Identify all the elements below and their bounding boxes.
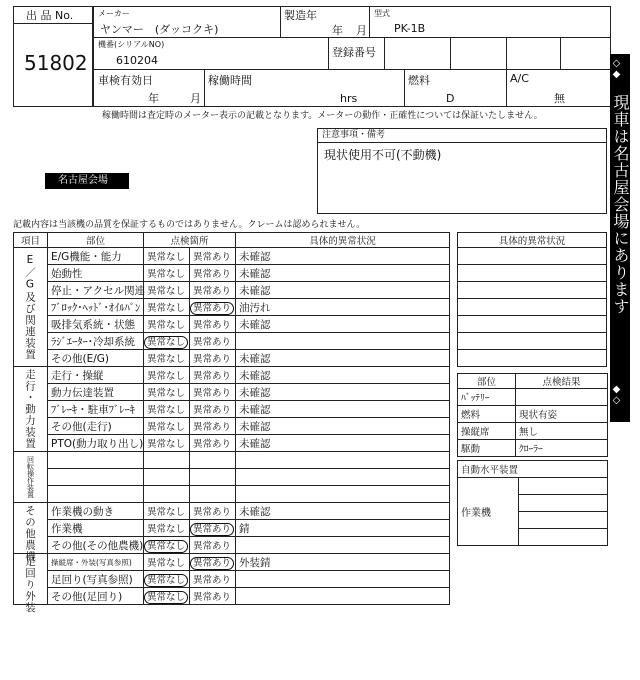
group-label: 回転操作装置 [14, 452, 48, 503]
option-no-abnormal: 異常なし [147, 303, 186, 314]
maker-value: ヤンマー (ダッコクキ) [100, 23, 219, 36]
fuel-value: D [446, 92, 455, 105]
maker-label: メーカー [98, 9, 130, 18]
result-part: 駆動 [458, 440, 516, 457]
option-no-abnormal: 異常なし [147, 388, 186, 399]
location-badge [45, 173, 129, 189]
cell-abnormal [190, 384, 236, 401]
cell-no-abnormal [144, 520, 190, 537]
right-detail-line [458, 316, 607, 333]
row-detail: 錆 [236, 520, 450, 537]
cell-no-abnormal [144, 316, 190, 333]
cell-no-abnormal [144, 401, 190, 418]
cell-no-abnormal [144, 418, 190, 435]
result-value: 現状有姿 [516, 406, 608, 423]
serial-label: 機番(シリアルNO) [98, 40, 165, 49]
lot-box [13, 6, 93, 107]
option-no-abnormal: 異常なし [147, 371, 186, 382]
row-detail [236, 588, 450, 605]
cell-abnormal [190, 452, 236, 469]
option-no-abnormal: 異常なし [144, 574, 188, 587]
table-row [14, 282, 450, 299]
model-label: 型式 [374, 9, 390, 18]
row-detail: 油汚れ [236, 299, 450, 316]
table-row [14, 248, 450, 265]
row-detail: 未確認 [236, 367, 450, 384]
work-label: 作業機 [458, 478, 519, 546]
row-detail [236, 486, 450, 503]
cell-abnormal [190, 537, 236, 554]
inspect-label: 車検有効日 [98, 74, 153, 87]
cell-no-abnormal [144, 435, 190, 452]
row-part: E/G機能・能力 [48, 248, 144, 265]
cell-no-abnormal [144, 588, 190, 605]
option-abnormal: 異常あり [190, 302, 234, 315]
group-label: 走行・動力装置 [14, 367, 48, 452]
option-no-abnormal: 異常なし [147, 405, 186, 416]
cell-no-abnormal [144, 503, 190, 520]
year-unit-m: 月 [356, 24, 367, 37]
option-abnormal: 異常あり [193, 286, 232, 297]
option-abnormal: 異常あり [193, 388, 232, 399]
row-part: 操縦席・外装(写真参照) [48, 554, 144, 571]
cell-no-abnormal [144, 537, 190, 554]
cell-abnormal [190, 435, 236, 452]
result-value: ｸﾛｰﾗｰ [516, 440, 608, 457]
serial-value: 610204 [116, 54, 158, 67]
cell-no-abnormal [144, 282, 190, 299]
cell-abnormal [190, 248, 236, 265]
cell-abnormal [190, 367, 236, 384]
option-abnormal: 異常あり [193, 405, 232, 416]
row-part: 作業機の動き [48, 503, 144, 520]
option-abnormal: 異常あり [190, 523, 234, 536]
cell-abnormal [190, 333, 236, 350]
row-part: その他(足回り) [48, 588, 144, 605]
header-box [93, 6, 611, 107]
row-detail [236, 571, 450, 588]
cell-abnormal [190, 418, 236, 435]
table-row [14, 333, 450, 350]
row-part: PTO(動力取り出し) [48, 435, 144, 452]
lot-number: 51802 [24, 51, 88, 75]
option-no-abnormal: 異常なし [144, 591, 188, 604]
table-row [14, 554, 450, 571]
result-panel [457, 373, 608, 457]
cell-no-abnormal [144, 333, 190, 350]
row-part [48, 452, 144, 469]
notes-value: 現状使用不可(不動機) [324, 148, 442, 162]
right-detail-line [458, 299, 607, 316]
row-part [48, 486, 144, 503]
year-label: 製造年 [284, 9, 317, 22]
cell-no-abnormal [144, 452, 190, 469]
table-row [14, 469, 450, 486]
right-detail-header: 具体的異常状況 [458, 233, 607, 248]
row-part: ﾌﾞﾚｰｷ・駐車ﾌﾞﾚｰｷ [48, 401, 144, 418]
row-part: その他(E/G) [48, 350, 144, 367]
result-header-result: 点検結果 [516, 374, 608, 389]
result-part: 操縦席 [458, 423, 516, 440]
cell-abnormal [190, 401, 236, 418]
table-row [14, 316, 450, 333]
cell-abnormal [190, 265, 236, 282]
result-part: 燃料 [458, 406, 516, 423]
cell-abnormal [190, 316, 236, 333]
option-no-abnormal: 異常なし [147, 354, 186, 365]
option-no-abnormal: 異常なし [147, 269, 186, 280]
cell-abnormal [190, 350, 236, 367]
row-part: 停止・アクセル関連 [48, 282, 144, 299]
table-row [14, 435, 450, 452]
cell-no-abnormal [144, 367, 190, 384]
option-abnormal: 異常あり [193, 320, 232, 331]
cell-abnormal [190, 571, 236, 588]
result-row [458, 423, 608, 440]
option-abnormal: 異常あり [193, 575, 232, 586]
hours-label: 稼働時間 [208, 74, 252, 87]
row-part: 吸排気系統・状態 [48, 316, 144, 333]
work-line [519, 478, 608, 495]
row-part: 走行・操縦 [48, 367, 144, 384]
cell-abnormal [190, 282, 236, 299]
work-line [519, 512, 608, 529]
side-banner-bottom-marks: ◆◇ [611, 384, 622, 406]
row-part [48, 469, 144, 486]
option-no-abnormal: 異常なし [147, 439, 186, 450]
table-row [14, 367, 450, 384]
disclaimer: 記載内容は当該機の品質を保証するものではありません。クレームは認められません。 [13, 220, 366, 230]
row-part: ﾗｼﾞｴｰﾀｰ･冷却系統 [48, 333, 144, 350]
ac-value: 無 [554, 92, 565, 105]
table-row [14, 384, 450, 401]
notes-box [317, 128, 607, 214]
result-value: 無し [516, 423, 608, 440]
table-row [14, 265, 450, 282]
row-part: 動力伝達装置 [48, 384, 144, 401]
cell-no-abnormal [144, 469, 190, 486]
cell-abnormal [190, 588, 236, 605]
header-detail: 具体的異常状況 [236, 233, 450, 248]
option-abnormal: 異常あり [193, 252, 232, 263]
cell-no-abnormal [144, 486, 190, 503]
table-header-row [14, 233, 450, 248]
row-detail: 外装錆 [236, 554, 450, 571]
table-row [14, 588, 450, 605]
cell-abnormal [190, 299, 236, 316]
row-detail: 未確認 [236, 418, 450, 435]
right-detail-line [458, 248, 607, 265]
row-detail [236, 469, 450, 486]
row-detail: 未確認 [236, 503, 450, 520]
row-detail [236, 537, 450, 554]
option-no-abnormal: 異常なし [147, 252, 186, 263]
inspect-year: 年 [148, 92, 159, 105]
group-label: 足回り外装 [14, 554, 48, 605]
attachment-panel [457, 460, 608, 546]
table-row [14, 503, 450, 520]
option-abnormal: 異常あり [193, 592, 232, 603]
cell-no-abnormal [144, 248, 190, 265]
group-label: E／G及び関連装置 [14, 248, 48, 367]
inspection-table [13, 232, 450, 614]
side-banner-text: 現車は名古屋会場にあります [611, 94, 630, 315]
cell-no-abnormal [144, 384, 190, 401]
cell-abnormal [190, 520, 236, 537]
right-detail-panel [457, 232, 607, 367]
header-check: 点検箇所 [144, 233, 236, 248]
cell-no-abnormal [144, 265, 190, 282]
right-detail-line [458, 282, 607, 299]
row-part: ﾌﾞﾛｯｸ･ﾍｯﾄﾞ･ｵｲﾙﾊﾟﾝ [48, 299, 144, 316]
header-part: 部位 [48, 233, 144, 248]
cell-abnormal [190, 469, 236, 486]
table-row [14, 486, 450, 503]
table-row [14, 537, 450, 554]
row-detail: 未確認 [236, 350, 450, 367]
option-no-abnormal: 異常なし [144, 336, 188, 349]
work-line [519, 495, 608, 512]
row-detail [236, 333, 450, 350]
cell-abnormal [190, 486, 236, 503]
cell-no-abnormal [144, 554, 190, 571]
result-header-part: 部位 [458, 374, 516, 389]
table-row [14, 452, 450, 469]
auto-level-label: 自動水平装置 [458, 461, 608, 478]
option-abnormal: 異常あり [193, 507, 232, 518]
cell-no-abnormal [144, 571, 190, 588]
model-value: PK-1B [394, 22, 426, 35]
location-badge-text: 名古屋会場 [58, 175, 108, 186]
year-unit-y: 年 [332, 24, 343, 37]
row-part: 足回り(写真参照) [48, 571, 144, 588]
row-part: 作業機 [48, 520, 144, 537]
row-detail: 未確認 [236, 248, 450, 265]
result-row [458, 440, 608, 457]
right-detail-line [458, 265, 607, 282]
option-abnormal: 異常あり [193, 269, 232, 280]
table-row [14, 571, 450, 588]
option-no-abnormal: 異常なし [147, 558, 186, 569]
cell-abnormal [190, 554, 236, 571]
work-line [519, 529, 608, 546]
row-detail: 未確認 [236, 265, 450, 282]
row-detail [236, 452, 450, 469]
row-detail: 未確認 [236, 401, 450, 418]
table-row [14, 520, 450, 537]
header-item: 項目 [14, 233, 48, 248]
hours-note: 稼働時間は査定時のメーター表示の記載となります。メーターの動作・正確性については保証いたしません。 [102, 111, 543, 121]
cell-no-abnormal [144, 350, 190, 367]
option-abnormal: 異常あり [193, 422, 232, 433]
table-row [14, 418, 450, 435]
option-abnormal: 異常あり [190, 557, 234, 570]
result-value [516, 389, 608, 406]
row-detail: 未確認 [236, 384, 450, 401]
notes-label: 注意事項・備考 [322, 130, 386, 140]
row-detail: 未確認 [236, 316, 450, 333]
option-no-abnormal: 異常なし [147, 507, 186, 518]
inspect-month: 月 [190, 92, 201, 105]
table-row [14, 350, 450, 367]
option-no-abnormal: 異常なし [147, 320, 186, 331]
option-abnormal: 異常あり [193, 541, 232, 552]
table-row [14, 401, 450, 418]
result-part: ﾊﾞｯﾃﾘｰ [458, 389, 516, 406]
option-no-abnormal: 異常なし [147, 422, 186, 433]
right-detail-line [458, 333, 607, 350]
option-abnormal: 異常あり [193, 371, 232, 382]
reg-label: 登録番号 [332, 46, 376, 59]
option-abnormal: 異常あり [193, 354, 232, 365]
group-label: その他農機 [14, 503, 48, 554]
option-abnormal: 異常あり [193, 337, 232, 348]
row-detail: 未確認 [236, 282, 450, 299]
cell-abnormal [190, 503, 236, 520]
side-banner-top-marks: ◇◆ [611, 58, 622, 80]
lot-label: 出 品 No. [26, 9, 74, 22]
cell-no-abnormal [144, 299, 190, 316]
side-banner [610, 54, 630, 422]
row-part: その他(その他農機) [48, 537, 144, 554]
option-no-abnormal: 異常なし [144, 540, 188, 553]
row-part: その他(走行) [48, 418, 144, 435]
ac-label: A/C [510, 72, 529, 85]
right-detail-line [458, 350, 607, 367]
result-row [458, 406, 608, 423]
row-part: 始動性 [48, 265, 144, 282]
option-no-abnormal: 異常なし [147, 286, 186, 297]
result-row [458, 389, 608, 406]
option-abnormal: 異常あり [193, 439, 232, 450]
table-row [14, 299, 450, 316]
fuel-label: 燃料 [408, 74, 430, 87]
row-detail: 未確認 [236, 435, 450, 452]
option-no-abnormal: 異常なし [147, 524, 186, 535]
hours-unit: hrs [340, 92, 358, 105]
